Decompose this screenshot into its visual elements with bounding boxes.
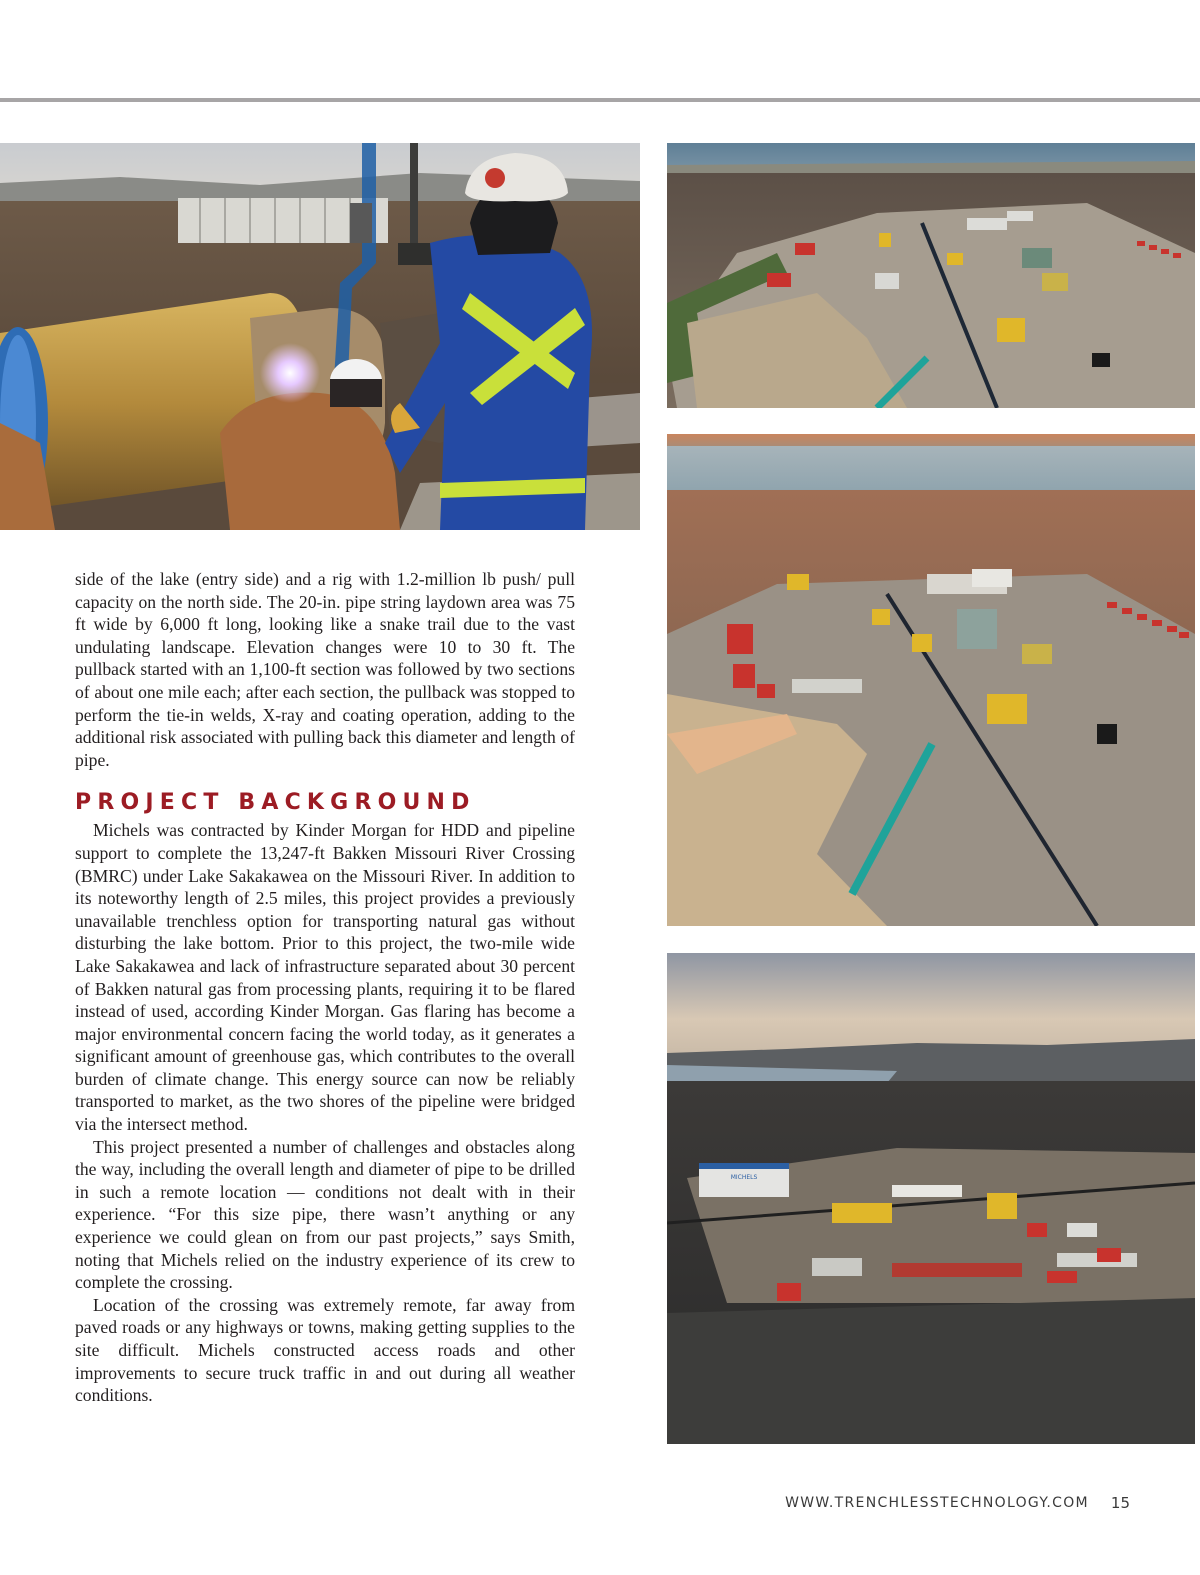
page-number: 15 [1110,1494,1130,1512]
article-body [75,568,575,1407]
article-paragraph: Michels was contracted by Kinder Morgan for HDD and pipeline support to complete the 13,247-ft Bakken Missouri River Crossing (BMRC) under Lake Sakakawea on the Missouri River. In addition to its noteworthy length of 2.5 miles, this project provides a previously unavailable trenchless option for transporting natural gas without disturbing the lake bottom. Prior to this project, the two-mile wide Lake Sakakawea and lack of infrastructure separated about 30 percent of Bakken natural gas from processing plants, requiring it to be flared instead of used, according Kinder Morgan. Gas flaring has become a major environmental concern facing the world today, as it generates a significant amount of greenhouse gas, which contributes to the overall burden of climate change. This energy source can now be reliably transported to market, as the two shores of the pipeline were bridged via the intersect method. [75,820,575,1135]
photo-aerial-site-3 [667,953,1195,1444]
article-paragraph: Location of the crossing was extremely remote, far away from paved roads or any highways or towns, making getting supplies to the site difficult. Michels constructed access roads and other improvements to secure truck traffic in and out during all weather conditions. [75,1294,575,1406]
article-paragraph: side of the lake (entry side) and a rig with 1.2-million lb push/ pull capacity on the north side. The 20-in. pipe string laydown area was 75 ft wide by 6,000 ft long, looking like a snake trail due to the vast undulating landscape. Elevation changes were 10 to 30 ft. The pullback started with an 1,100-ft section was followed by two sections of about one mile each; after each section, the pullback was stopped to perform the tie-in welds, X-ray and coating operation, adding to the additional risk associated with pulling back this diameter and length of pipe. [75,569,575,770]
photo-pipe-welding [0,143,640,530]
footer-website-url: WWW.TRENCHLESSTECHNOLOGY.COM [785,1495,1089,1511]
article-paragraph: This project presented a number of challenges and obstacles along the way, including the overall length and diameter of pipe to be drilled in such a remote location — conditions not dealt with in their experience. “For this size pipe, there wasn’t anything or any experience we could glean on from our past projects,” says Smith, noting that Michels relied on the industry experience of its crew to complete the crossing. [75,1136,575,1293]
photo-aerial-site-2 [667,434,1195,926]
photo-aerial-site-1 [667,143,1195,408]
page-footer [770,1493,1130,1513]
top-rule [0,98,1200,102]
trailer-logo-text: MICHELS [730,1174,758,1181]
section-heading: PROJECT BACKGROUND [75,790,476,816]
